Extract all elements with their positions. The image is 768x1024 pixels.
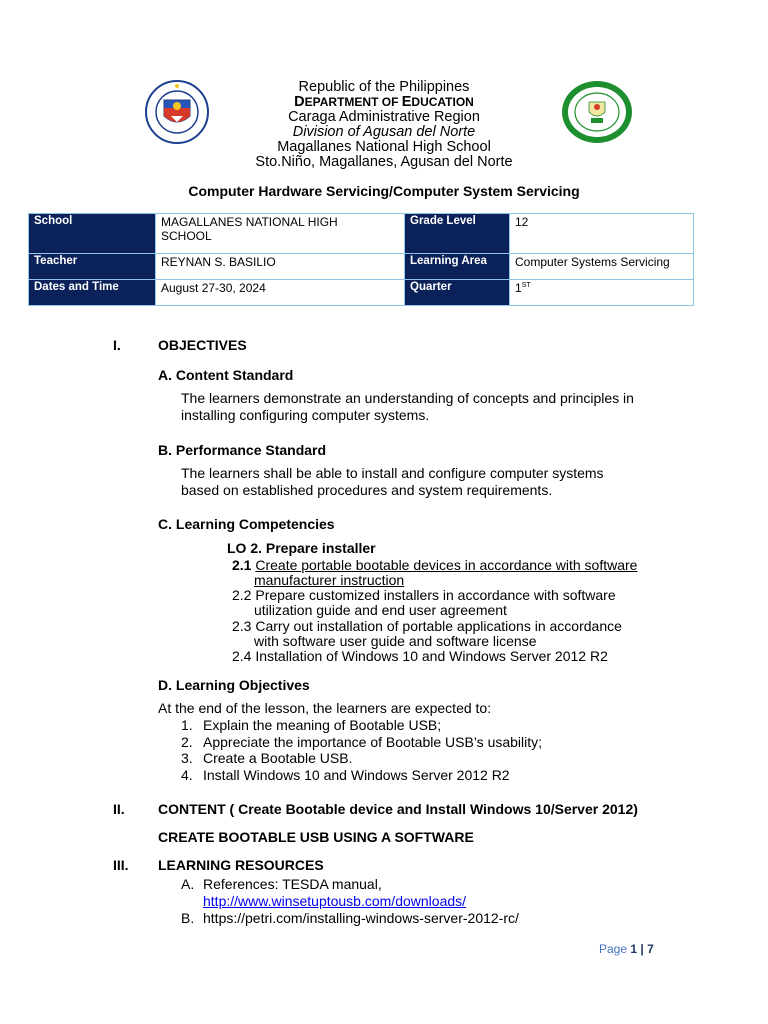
- quarter-suffix: ST: [521, 282, 531, 289]
- lo2-heading: LO 2. Prepare installer: [227, 540, 376, 556]
- header-dept-part1: EPARTMENT OF: [304, 95, 402, 109]
- resource-a-text: References: TESDA manual,: [203, 876, 382, 892]
- competency-2-3-line2: with software user guide and software license: [254, 633, 537, 649]
- document-title: Computer Hardware Servicing/Computer System Servicing: [188, 183, 580, 199]
- competency-2-4-line1: 2.4 Installation of Windows 10 and Windows Server 2012 R2: [232, 648, 608, 664]
- page-footer: [599, 942, 654, 956]
- footer-page-word: Page: [599, 942, 628, 956]
- performance-standard-heading: B. Performance Standard: [158, 442, 327, 458]
- objective-item-1-num: 1.: [181, 717, 193, 733]
- objectives-numeral: I.: [113, 337, 121, 353]
- footer-page-number: 1: [630, 942, 638, 956]
- performance-standard-line2: based on established procedures and system requirements.: [181, 482, 553, 498]
- learning-competencies-heading: C. Learning Competencies: [158, 516, 335, 532]
- competency-2-3-line1: 2.3 Carry out installation of portable applications in accordance: [232, 618, 622, 634]
- content-heading: CONTENT ( Create Bootable device and Install Windows 10/Server 2012): [158, 801, 638, 817]
- quarter-number: 1: [515, 281, 522, 295]
- dates-value: August 27-30, 2024: [156, 280, 405, 306]
- content-subheading: CREATE BOOTABLE USB USING A SOFTWARE: [158, 829, 474, 845]
- objective-item-4-num: 4.: [181, 767, 193, 783]
- competency-2-2-line1: 2.2 Prepare customized installers in accordance with software: [232, 587, 616, 603]
- competency-2-1-number: 2.1: [232, 557, 252, 573]
- competency-2-1-line2: manufacturer instruction: [254, 572, 405, 588]
- objective-item-2-num: 2.: [181, 734, 193, 750]
- school-value-line1: MAGALLANES NATIONAL HIGH: [161, 215, 338, 229]
- header-division: Division of Agusan del Norte: [292, 124, 476, 140]
- resources-heading: LEARNING RESOURCES: [158, 857, 324, 873]
- header-school-name: Magallanes National High School: [277, 139, 491, 155]
- dates-label: Dates and Time: [29, 280, 156, 306]
- school-value-line2: SCHOOL: [161, 229, 212, 243]
- content-numeral: II.: [113, 801, 125, 817]
- competency-2-2-line2: utilization guide and end user agreement: [254, 602, 507, 618]
- objective-item-4: Install Windows 10 and Windows Server 2012 R2: [203, 767, 510, 783]
- grade-level-label: Grade Level: [405, 214, 510, 254]
- teacher-label: Teacher: [29, 254, 156, 280]
- resource-b-num: B.: [181, 910, 195, 926]
- quarter-label: Quarter: [405, 280, 510, 306]
- info-table: [28, 213, 694, 306]
- footer-separator: |: [640, 942, 644, 956]
- learning-area-label: Learning Area: [405, 254, 510, 280]
- header-dept-initial-e: E: [401, 94, 412, 110]
- teacher-value: REYNAN S. BASILIO: [156, 254, 405, 280]
- content-standard-line2: installing configuring computer systems.: [181, 407, 430, 423]
- grade-level-value: 12: [510, 214, 694, 254]
- learning-objectives-intro: At the end of the lesson, the learners are expected to:: [158, 700, 492, 716]
- learning-objectives-heading: D. Learning Objectives: [158, 677, 310, 693]
- objective-item-1: Explain the meaning of Bootable USB;: [203, 717, 442, 733]
- header-region: Caraga Administrative Region: [288, 109, 480, 125]
- resource-b-text: https://petri.com/installing-windows-server-2012-rc/: [203, 910, 519, 926]
- resource-a-num: A.: [181, 876, 195, 892]
- header-dept-initial-d: D: [294, 94, 305, 110]
- header-republic: Republic of the Philippines: [298, 79, 470, 95]
- performance-standard-line1: The learners shall be able to install and configure computer systems: [181, 465, 604, 481]
- resource-a-link[interactable]: http://www.winsetuptousb.com/downloads/: [203, 893, 467, 909]
- school-value: [156, 214, 405, 254]
- footer-total-pages: 7: [647, 942, 654, 956]
- header-department: [0, 95, 768, 110]
- content-standard-line1: The learners demonstrate an understanding of concepts and principles in: [181, 390, 634, 406]
- objective-item-2: Appreciate the importance of Bootable USB’s usability;: [203, 734, 543, 750]
- content-standard-heading: A. Content Standard: [158, 367, 294, 383]
- quarter-value: [510, 280, 694, 306]
- objective-item-3: Create a Bootable USB.: [203, 750, 353, 766]
- resources-numeral: III.: [113, 857, 129, 873]
- objectives-heading: OBJECTIVES: [158, 337, 247, 353]
- objective-item-3-num: 3.: [181, 750, 193, 766]
- header-school-address: Sto.Niño, Magallanes, Agusan del Norte: [255, 154, 513, 170]
- competency-2-1-text: Create portable bootable devices in accordance with software: [255, 557, 638, 573]
- school-label: School: [29, 214, 156, 254]
- learning-area-value: Computer Systems Servicing: [510, 254, 694, 280]
- header-dept-part2: DUCATION: [411, 95, 474, 109]
